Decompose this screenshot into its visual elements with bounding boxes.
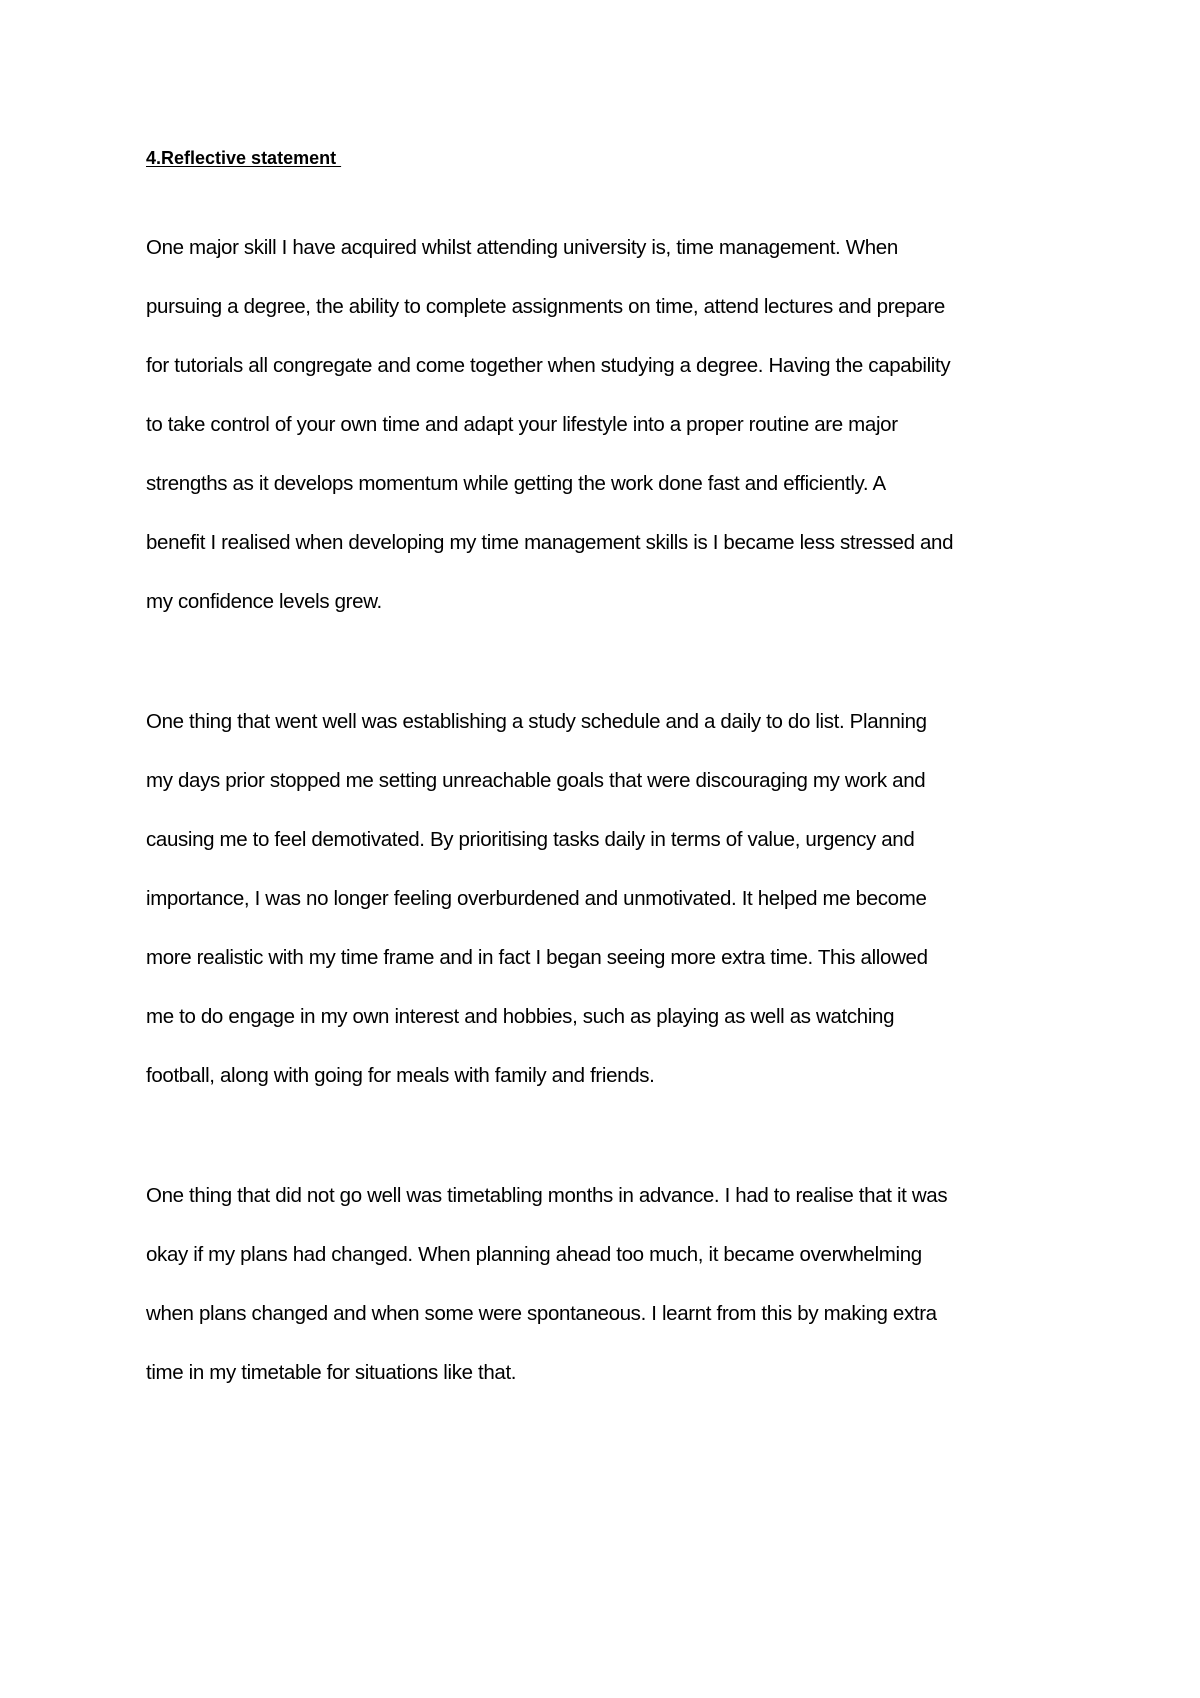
text-line: importance, I was no longer feeling overburdened and unmotivated. It helped me become <box>146 887 927 910</box>
text-line: to take control of your own time and adapt your lifestyle into a proper routine are major <box>146 413 898 436</box>
text-line: benefit I realised when developing my time management skills is I became less stressed and <box>146 531 954 554</box>
text-line: One thing that went well was establishing a study schedule and a daily to do list. Planning <box>146 710 927 733</box>
paragraph-went-well <box>146 711 928 1124</box>
text-line: football, along with going for meals with family and friends. <box>146 1064 655 1087</box>
text-line: One thing that did not go well was timetabling months in advance. I had to realise that it was <box>146 1184 948 1207</box>
text-line: okay if my plans had changed. When planning ahead too much, it became overwhelming <box>146 1243 922 1266</box>
text-line: pursuing a degree, the ability to complete assignments on time, attend lectures and prepare <box>146 295 945 318</box>
text-line: time in my timetable for situations like that. <box>146 1361 517 1384</box>
text-line: me to do engage in my own interest and hobbies, such as playing as well as watching <box>146 1005 895 1028</box>
text-line: my days prior stopped me setting unreachable goals that were discouraging my work and <box>146 769 926 792</box>
text-line: when plans changed and when some were spontaneous. I learnt from this by making extra <box>146 1302 937 1325</box>
text-line: more realistic with my time frame and in fact I began seeing more extra time. This allowed <box>146 946 928 969</box>
text-line: my confidence levels grew. <box>146 590 382 613</box>
text-line: for tutorials all congregate and come together when studying a degree. Having the capability <box>146 354 951 377</box>
paragraph-did-not-go-well <box>146 1185 947 1421</box>
text-line: strengths as it develops momentum while getting the work done fast and efficiently. A <box>146 472 886 495</box>
paragraph-time-management <box>146 237 953 650</box>
text-line: One major skill I have acquired whilst attending university is, time management. When <box>146 236 898 259</box>
text-line: causing me to feel demotivated. By prioritising tasks daily in terms of value, urgency and <box>146 828 915 851</box>
section-heading: 4.Reflective statement <box>146 148 342 168</box>
